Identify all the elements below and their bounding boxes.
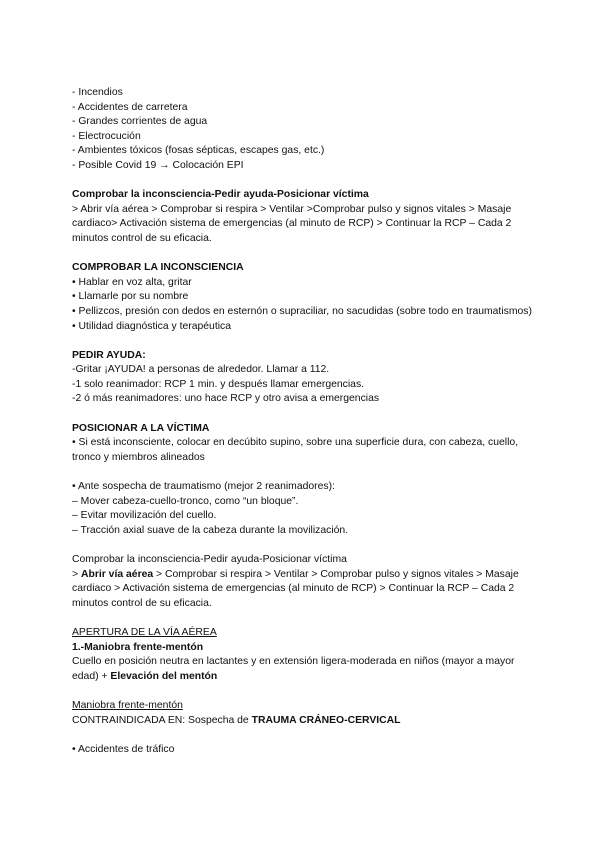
list-item: – Evitar movilización del cuello. [72,510,217,522]
sequence-prefix: > [72,568,81,580]
list-item: – Mover cabeza-cuello-tronco, como “un bloque”. [72,495,299,507]
contraindication-emphasis: TRAUMA CRÁNEO-CERVICAL [251,714,401,726]
list-item: • Ante sospecha de traumatismo (mejor 2 reanimadores): [72,481,335,493]
maneuver-section [72,699,532,757]
section-heading: PEDIR AYUDA: [72,349,146,361]
section-subheading: 1.-Maniobra frente-mentón [72,641,204,653]
list-item: • Hablar en voz alta, gritar [72,276,192,288]
airway-text-emphasis: Elevación del mentón [110,670,218,682]
list-item: - Grandes corrientes de agua [72,116,208,128]
help-section [72,349,532,407]
list-item: -1 solo reanimador: RCP 1 min. y después llamar emergencias. [72,378,365,390]
sequence-section-2 [72,553,532,611]
airway-section [72,626,532,684]
sequence-emphasis: Abrir vía aérea [80,568,154,580]
list-item: • Utilidad diagnóstica y terapéutica [72,320,232,332]
sequence-text [72,568,532,612]
section-heading: COMPROBAR LA INCONSCIENCIA [72,262,244,274]
list-item: - Accidentes de carretera [72,101,188,113]
list-item: - Incendios [72,87,123,98]
list-item: • Si está inconsciente, colocar en decúbito supino, sobre una superficie dura, con cabeza, cuello, tronco y miembros alineados [72,437,519,463]
position-section [72,422,532,539]
list-item: • Llamarle por su nombre [72,291,189,303]
contraindication-label: CONTRAINDICADA EN: Sospecha de [72,714,252,726]
list-item: – Tracción axial suave de la cabeza durante la movilización. [72,524,349,536]
check-section [72,261,532,334]
list-item: -Gritar ¡AYUDA! a personas de alrededor. Llamar a 112. [72,364,330,376]
list-item: • Accidentes de tráfico [72,743,175,755]
list-item: - Posible Covid 19 → Colocación EPI [72,159,244,171]
contraindication-line [72,714,532,729]
list-item: - Electrocución [72,130,141,142]
sequence-text: > Abrir vía aérea > Comprobar si respira > Ventilar >Comprobar pulso y signos vitales > Masaje cardiaco> Activación sistema de emergencias (al minuto de RCP) > Continuar la RCP – Cada 2 minutos control de su eficacia. [72,203,512,244]
sequence-rest: > Comprobar si respira > Ventilar > Comprobar pulso y signos vitales > Masaje cardiaco > Activación sistema de emergencias (al minuto de RCP) > Continuar la RCP – Cada 2 minutos control de su eficacia. [72,568,519,609]
section-heading: Maniobra frente-mentón [72,699,183,711]
section-heading: Comprobar la inconsciencia-Pedir ayuda-Posicionar víctima [72,554,347,565]
document-page [72,86,532,757]
list-item: - Ambientes tóxicos (fosas sépticas, escapes gas, etc.) [72,145,325,157]
airway-text [72,655,532,684]
section-heading: APERTURA DE LA VÍA AÉREA [72,626,217,638]
list-item: -2 ó más reanimadores: uno hace RCP y otro avisa a emergencias [72,393,380,405]
hazard-list [72,86,532,174]
list-item: • Pellizcos, presión con dedos en esternón o supraciliar, no sacudidas (sobre todo en traumatismos) [72,305,532,317]
airway-text-main: Cuello en posición neutra en lactantes y en extensión ligera-moderada en niños (mayor a mayor edad) + [72,656,515,682]
section-heading: Comprobar la inconsciencia-Pedir ayuda-Posicionar víctima [72,189,369,201]
section-heading: POSICIONAR A LA VÍCTIMA [72,422,210,434]
sequence-section-1 [72,188,532,246]
